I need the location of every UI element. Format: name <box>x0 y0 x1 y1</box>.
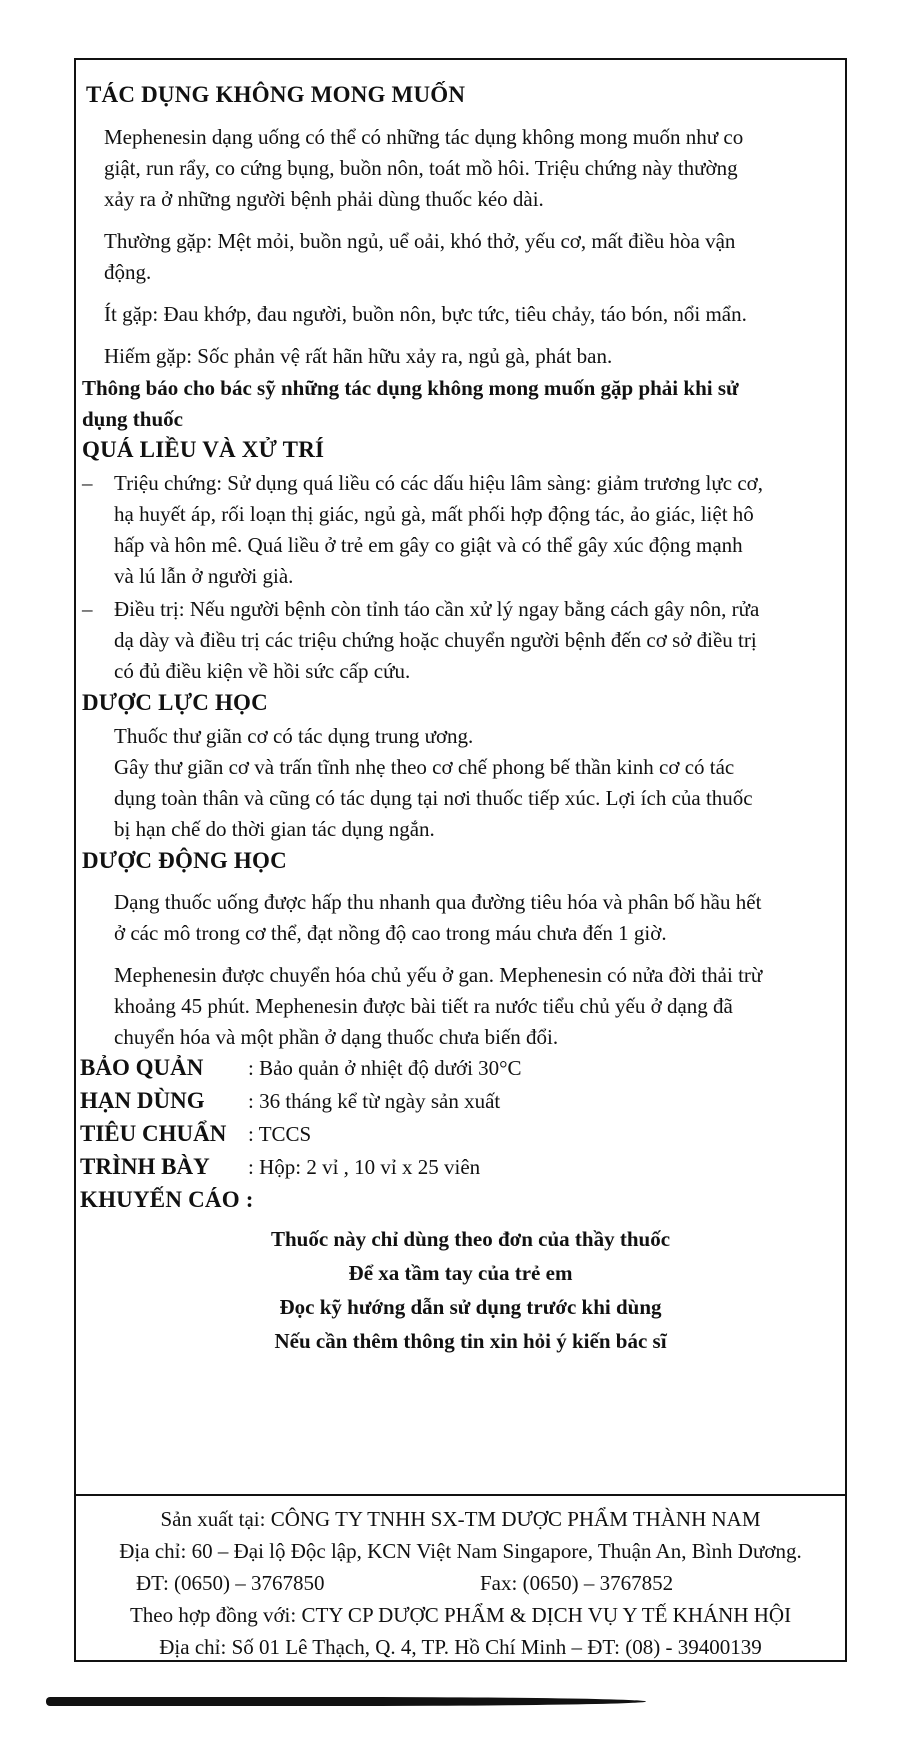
overdose-symptoms-line: Triệu chứng: Sử dụng quá liều có các dấu hiệu lâm sàng: giảm trương lực cơ, <box>114 471 763 495</box>
common-effects-line: Thường gặp: Mệt mỏi, buồn ngủ, uể oải, khó thở, yếu cơ, mất điều hòa vận <box>104 229 736 253</box>
side-effects-text-line: xảy ra ở những người bệnh phải dùng thuốc kéo dài. <box>104 187 544 211</box>
pharmacodynamics-line: dụng toàn thân và cũng có tác dụng tại nơi thuốc tiếp xúc. Lợi ích của thuốc <box>114 786 753 810</box>
bullet-dash: – <box>82 471 93 495</box>
common-effects-line: động. <box>104 260 152 284</box>
warning-line: Thuốc này chỉ dùng theo đơn của thầy thuốc <box>270 1227 671 1251</box>
pharmacokinetics-line: chuyển hóa và một phần ở dạng thuốc chưa biến đổi. <box>114 1025 559 1049</box>
packaging-value: : Hộp: 2 vỉ , 10 vỉ x 25 viên <box>248 1155 481 1179</box>
pharmacodynamics-line: Thuốc thư giãn cơ có tác dụng trung ương. <box>114 724 474 748</box>
warning-line: Nếu cần thêm thông tin xin hỏi ý kiến bác sĩ <box>274 1329 667 1353</box>
leaflet-frame <box>74 58 847 1662</box>
decorative-stroke <box>46 1697 646 1706</box>
contract-address-line: Địa chỉ: Số 01 Lê Thạch, Q. 4, TP. Hồ Chí Minh – ĐT: (08) - 39400139 <box>159 1635 762 1659</box>
overdose-symptoms-line: hạ huyết áp, rối loạn thị giác, ngủ gà, mất phối hợp động tác, ảo giác, liệt hô <box>114 502 754 526</box>
leaflet-body <box>76 60 845 1494</box>
overdose-treatment-line: có đủ điều kiện về hồi sức cấp cứu. <box>114 659 411 683</box>
standard-value: : TCCS <box>248 1122 312 1146</box>
phone-line: ĐT: (0650) – 3767850 <box>136 1571 325 1595</box>
contract-line: Theo hợp đồng với: CTY CP DƯỢC PHẨM & DỊCH VỤ Y TẾ KHÁNH HỘI <box>129 1603 792 1627</box>
overdose-symptoms-line: và lú lẫn ở người già. <box>114 564 294 588</box>
notice-line: Thông báo cho bác sỹ những tác dụng không mong muốn gặp phải khi sử <box>82 376 739 400</box>
overdose-heading: QUÁ LIỀU VÀ XỬ TRÍ <box>82 437 325 462</box>
overdose-treatment-line: dạ dày và điều trị các triệu chứng hoặc chuyển người bệnh đến cơ sở điều trị <box>114 628 757 652</box>
side-effects-text-line: giật, run rẩy, co cứng bụng, buồn nôn, toát mồ hôi. Triệu chứng này thường <box>104 156 738 180</box>
pharmacokinetics-line: ở các mô trong cơ thể, đạt nồng độ cao trong máu chưa đến 1 giờ. <box>114 921 667 945</box>
pharmacokinetics-heading: DƯỢC ĐỘNG HỌC <box>82 848 287 873</box>
notice-line: dụng thuốc <box>82 407 183 431</box>
storage-value: : Bảo quản ở nhiệt độ dưới 30°C <box>248 1056 522 1080</box>
producer-address-line: Địa chỉ: 60 – Đại lộ Độc lập, KCN Việt Nam Singapore, Thuận An, Bình Dương. <box>119 1539 802 1563</box>
producer-line: Sản xuất tại: CÔNG TY TNHH SX-TM DƯỢC PHẨM THÀNH NAM <box>160 1507 761 1531</box>
pharmacodynamics-line: bị hạn chế do thời gian tác dụng ngắn. <box>114 817 435 841</box>
manufacturer-footer <box>76 1494 845 1660</box>
side-effects-heading: TÁC DỤNG KHÔNG MONG MUỐN <box>86 82 466 107</box>
packaging-label: TRÌNH BÀY <box>80 1154 210 1179</box>
uncommon-effects-line: Ít gặp: Đau khớp, đau người, buồn nôn, bực tức, tiêu chảy, táo bón, nổi mẩn. <box>104 302 747 326</box>
storage-label: BẢO QUẢN <box>80 1055 204 1080</box>
standard-label: TIÊU CHUẨN <box>80 1121 227 1146</box>
overdose-symptoms-line: hấp và hôn mê. Quá liều ở trẻ em gây co giật và có thể gây xúc động mạnh <box>114 533 743 557</box>
pharmacokinetics-line: khoảng 45 phút. Mephenesin được bài tiết ra nước tiểu chủ yếu ở dạng đã <box>114 994 733 1018</box>
shelf-life-value: : 36 tháng kể từ ngày sản xuất <box>248 1089 501 1113</box>
shelf-life-label: HẠN DÙNG <box>80 1088 205 1113</box>
side-effects-text-line: Mephenesin dạng uống có thể có những tác dụng không mong muốn như co <box>104 125 744 149</box>
bullet-dash: – <box>82 597 93 621</box>
rare-effects-line: Hiếm gặp: Sốc phản vệ rất hãn hữu xảy ra, ngủ gà, phát ban. <box>104 344 613 368</box>
fax-line: Fax: (0650) – 3767852 <box>480 1571 674 1595</box>
warning-line: Để xa tầm tay của trẻ em <box>348 1261 573 1285</box>
warning-line: Đọc kỹ hướng dẫn sử dụng trước khi dùng <box>279 1295 662 1319</box>
overdose-treatment-line: Điều trị: Nếu người bệnh còn tỉnh táo cần xử lý ngay bằng cách gây nôn, rửa <box>114 597 760 621</box>
pharmacokinetics-line: Dạng thuốc uống được hấp thu nhanh qua đường tiêu hóa và phân bố hầu hết <box>114 890 762 914</box>
pharmacokinetics-line: Mephenesin được chuyển hóa chủ yếu ở gan. Mephenesin có nửa đời thải trừ <box>114 963 763 987</box>
pharmacodynamics-line: Gây thư giãn cơ và trấn tĩnh nhẹ theo cơ chế phong bế thần kinh cơ có tác <box>114 755 735 779</box>
warning-heading: KHUYẾN CÁO : <box>80 1187 254 1212</box>
pharmacodynamics-heading: DƯỢC LỰC HỌC <box>82 690 268 715</box>
